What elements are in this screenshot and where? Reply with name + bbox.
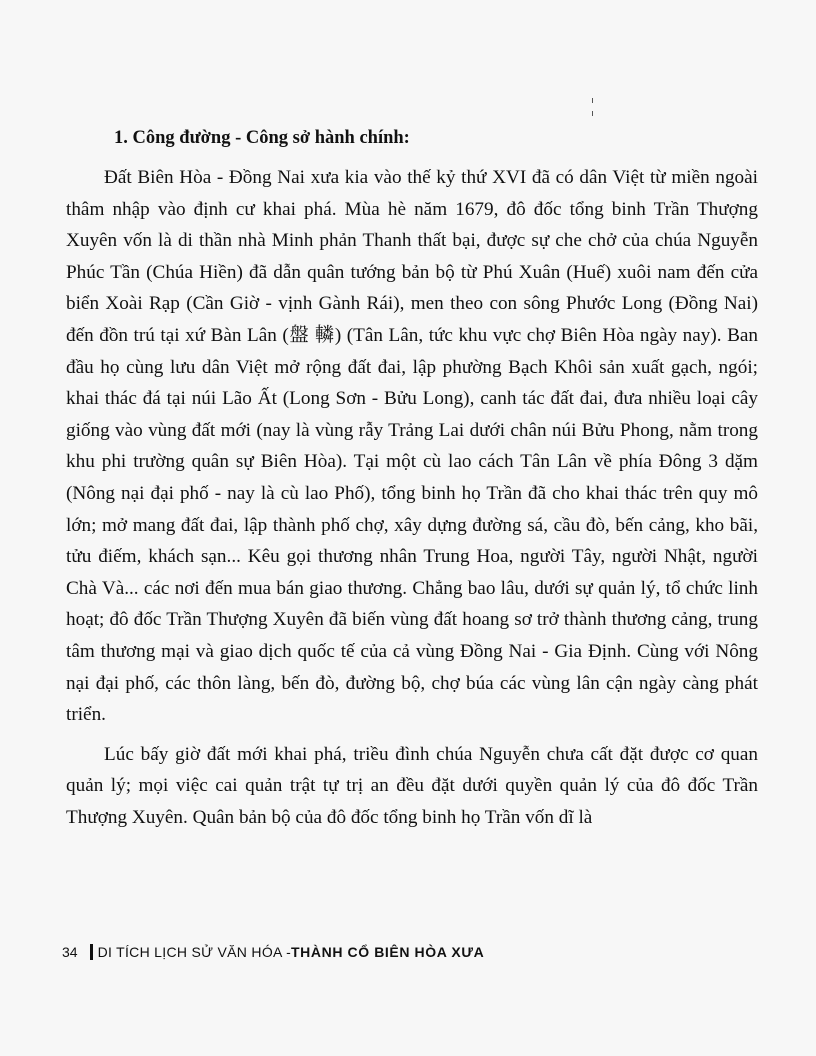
section-heading: 1. Công đường - Công sở hành chính: (114, 128, 410, 148)
page-footer (62, 944, 484, 960)
footer-divider (90, 944, 93, 960)
paragraph-2: Lúc bấy giờ đất mới khai phá, triều đình chúa Nguyễn chưa cất đặt được cơ quan quản lý; mọi việc cai quản trật tự trị an đều đặt dưới quyền quản lý của đô đốc Trần Thượng Xuyên. Quân bản bộ của đô đốc tổng binh họ Trần vốn dĩ là (66, 743, 758, 828)
paragraph-1: Đất Biên Hòa - Đồng Nai xưa kia vào thế kỷ thứ XVI đã có dân Việt từ miền ngoài thâm nhập vào định cư khai phá. Mùa hè năm 1679, đô đốc tổng binh Trần Thượng Xuyên vốn là di thần nhà Minh phản Thanh thất bại, được sự che chở của chúa Nguyễn Phúc Tần (Chúa Hiền) đã dẫn quân tướng bản bộ từ Phú Xuân (Huế) xuôi nam đến cửa biển Xoài Rạp (Cần Giờ - vịnh Gành Rái), men theo con sông Phước Long (Đồng Nai) đến đồn trú tại xứ Bàn Lân (盤 轔) (Tân Lân, tức khu vực chợ Biên Hòa ngày nay). Ban đầu họ cùng lưu dân Việt mở rộng đất đai, lập phường Bạch Khôi sản xuất gạch, ngói; khai thác đá tại núi Lão Ất (Long Sơn - Bửu Long), canh tác đất đai, đưa nhiều loại cây giống vào vùng đất mới (nay là vùng rẫy Trảng Lai dưới chân núi Bửu Phong, nằm trong khu phi trường quân sự Biên Hòa). Tại một cù lao cách Tân Lân về phía Đông 3 dặm (Nông nại đại phố - nay là cù lao Phố), tổng binh họ Trần đã cho khai thác trên quy mô lớn; mở mang đất đai, lập thành phố chợ, xây dựng đường sá, cầu đò, bến cảng, kho bãi, tửu điếm, khách sạn... Kêu gọi thương nhân Trung Hoa, người Tây, người Nhật, người Chà Và... các nơi đến mua bán giao thương. Chẳng bao lâu, dưới sự quản lý, tổ chức linh hoạt; đô đốc Trần Thượng Xuyên đã biến vùng đất hoang sơ trở thành thương cảng, trung tâm thương mại và giao dịch quốc tế của cả vùng Đồng Nai - Gia Định. Cùng với Nông nại đại phố, các thôn làng, bến đò, đường bộ, chợ búa các vùng lân cận ngày càng phát triển. (66, 167, 758, 726)
series-title: DI TÍCH LỊCH SỬ VĂN HÓA - (97, 944, 292, 960)
body-text (66, 162, 758, 833)
scan-artifact-mark (592, 98, 593, 120)
book-title: THÀNH CỔ BIÊN HÒA XƯA (291, 944, 485, 960)
page-number: 34 (62, 944, 78, 960)
